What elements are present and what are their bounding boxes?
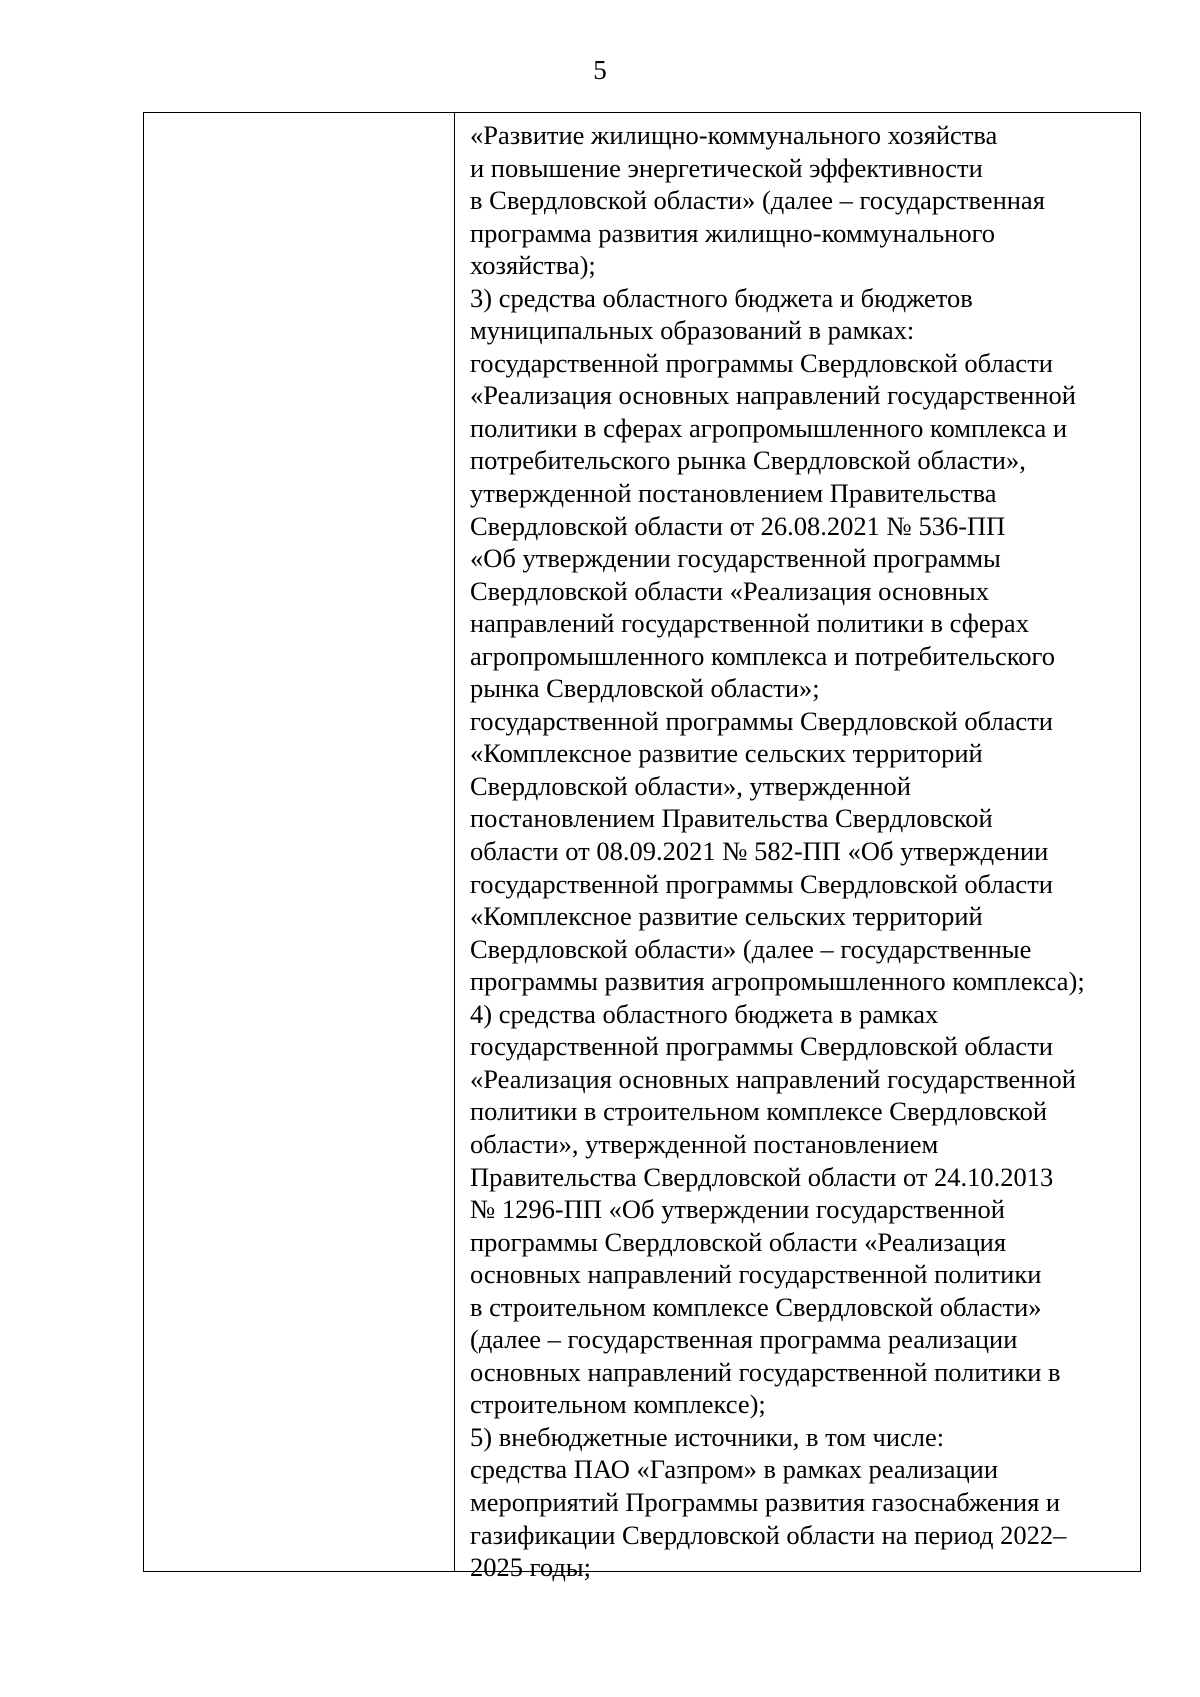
text-line: в Свердловской области» (далее – государственная	[470, 185, 1045, 216]
text-line: государственной программы Свердловской области	[470, 868, 1053, 899]
text-line: 3) средства областного бюджета и бюджетов	[470, 282, 973, 313]
text-line: постановлением Правительства Свердловской	[470, 803, 993, 834]
text-line: Свердловской области» (далее – государственные	[470, 933, 1032, 964]
text-line: 4) средства областного бюджета в рамках	[470, 998, 939, 1029]
text-line: «Реализация основных направлений государственной	[470, 380, 1076, 411]
table-cell-right	[455, 113, 1140, 1583]
text-line: в строительном комплексе Свердловской области»	[470, 1291, 1042, 1322]
text-line: области», утвержденной постановлением	[470, 1128, 939, 1159]
text-line: 5) внебюджетные источники, в том числе:	[470, 1421, 945, 1452]
text-line: рынка Свердловской области»;	[470, 673, 820, 704]
text-line: программа развития жилищно-коммунального	[470, 217, 996, 248]
text-line: политики в строительном комплексе Свердловской	[470, 1096, 1048, 1127]
text-line: (далее – государственная программа реализации	[470, 1324, 1018, 1355]
text-line: Свердловской области», утвержденной	[470, 770, 911, 801]
text-line: утвержденной постановлением Правительства	[470, 478, 997, 509]
text-line: государственной программы Свердловской области	[470, 347, 1053, 378]
text-line: средства ПАО «Газпром» в рамках реализации	[470, 1454, 999, 1485]
text-line: «Реализация основных направлений государственной	[470, 1063, 1076, 1094]
document-table	[143, 112, 1141, 1583]
text-line: программы Свердловской области «Реализация	[470, 1226, 1007, 1257]
text-line: № 1296-ПП «Об утверждении государственной	[470, 1194, 1005, 1225]
text-line: политики в сферах агропромышленного комплекса и	[470, 412, 1068, 443]
text-line: «Комплексное развитие сельских территорий	[470, 738, 983, 769]
text-line: области от 08.09.2021 № 582-ПП «Об утверждении	[470, 836, 1049, 867]
text-line: муниципальных образований в рамках:	[470, 315, 915, 346]
text-line: «Развитие жилищно-коммунального хозяйства	[470, 120, 998, 150]
text-line: «Комплексное развитие сельских территорий	[470, 901, 983, 932]
text-line: мероприятий Программы развития газоснабжения и	[470, 1486, 1061, 1517]
text-line: и повышение энергетической эффективности	[470, 152, 983, 183]
text-line: газификации Свердловской области на период 2022–	[470, 1519, 1067, 1550]
text-line: 2025 годы;	[470, 1552, 591, 1583]
page-number: 5	[593, 55, 607, 85]
text-line: «Об утверждении государственной программы	[470, 543, 1001, 574]
text-line: направлений государственной политики в сферах	[470, 608, 1029, 639]
text-line: основных направлений государственной политики в	[470, 1356, 1061, 1387]
text-line: государственной программы Свердловской области	[470, 1031, 1053, 1062]
text-line: потребительского рынка Свердловской области»,	[470, 445, 1026, 476]
text-line: Свердловской области «Реализация основных	[470, 575, 989, 606]
text-line: Правительства Свердловской области от 24.10.2013	[470, 1161, 1054, 1192]
text-line: основных направлений государственной политики	[470, 1259, 1042, 1290]
text-line: Свердловской области от 26.08.2021 № 536-ПП	[470, 510, 1006, 541]
text-line: агропромышленного комплекса и потребительского	[470, 640, 1055, 671]
text-line: государственной программы Свердловской области	[470, 705, 1053, 736]
text-line: строительном комплексе);	[470, 1389, 766, 1420]
table-cell-left	[144, 113, 455, 1571]
text-line: программы развития агропромышленного комплекса);	[470, 966, 1085, 997]
text-line: хозяйства);	[470, 250, 596, 281]
